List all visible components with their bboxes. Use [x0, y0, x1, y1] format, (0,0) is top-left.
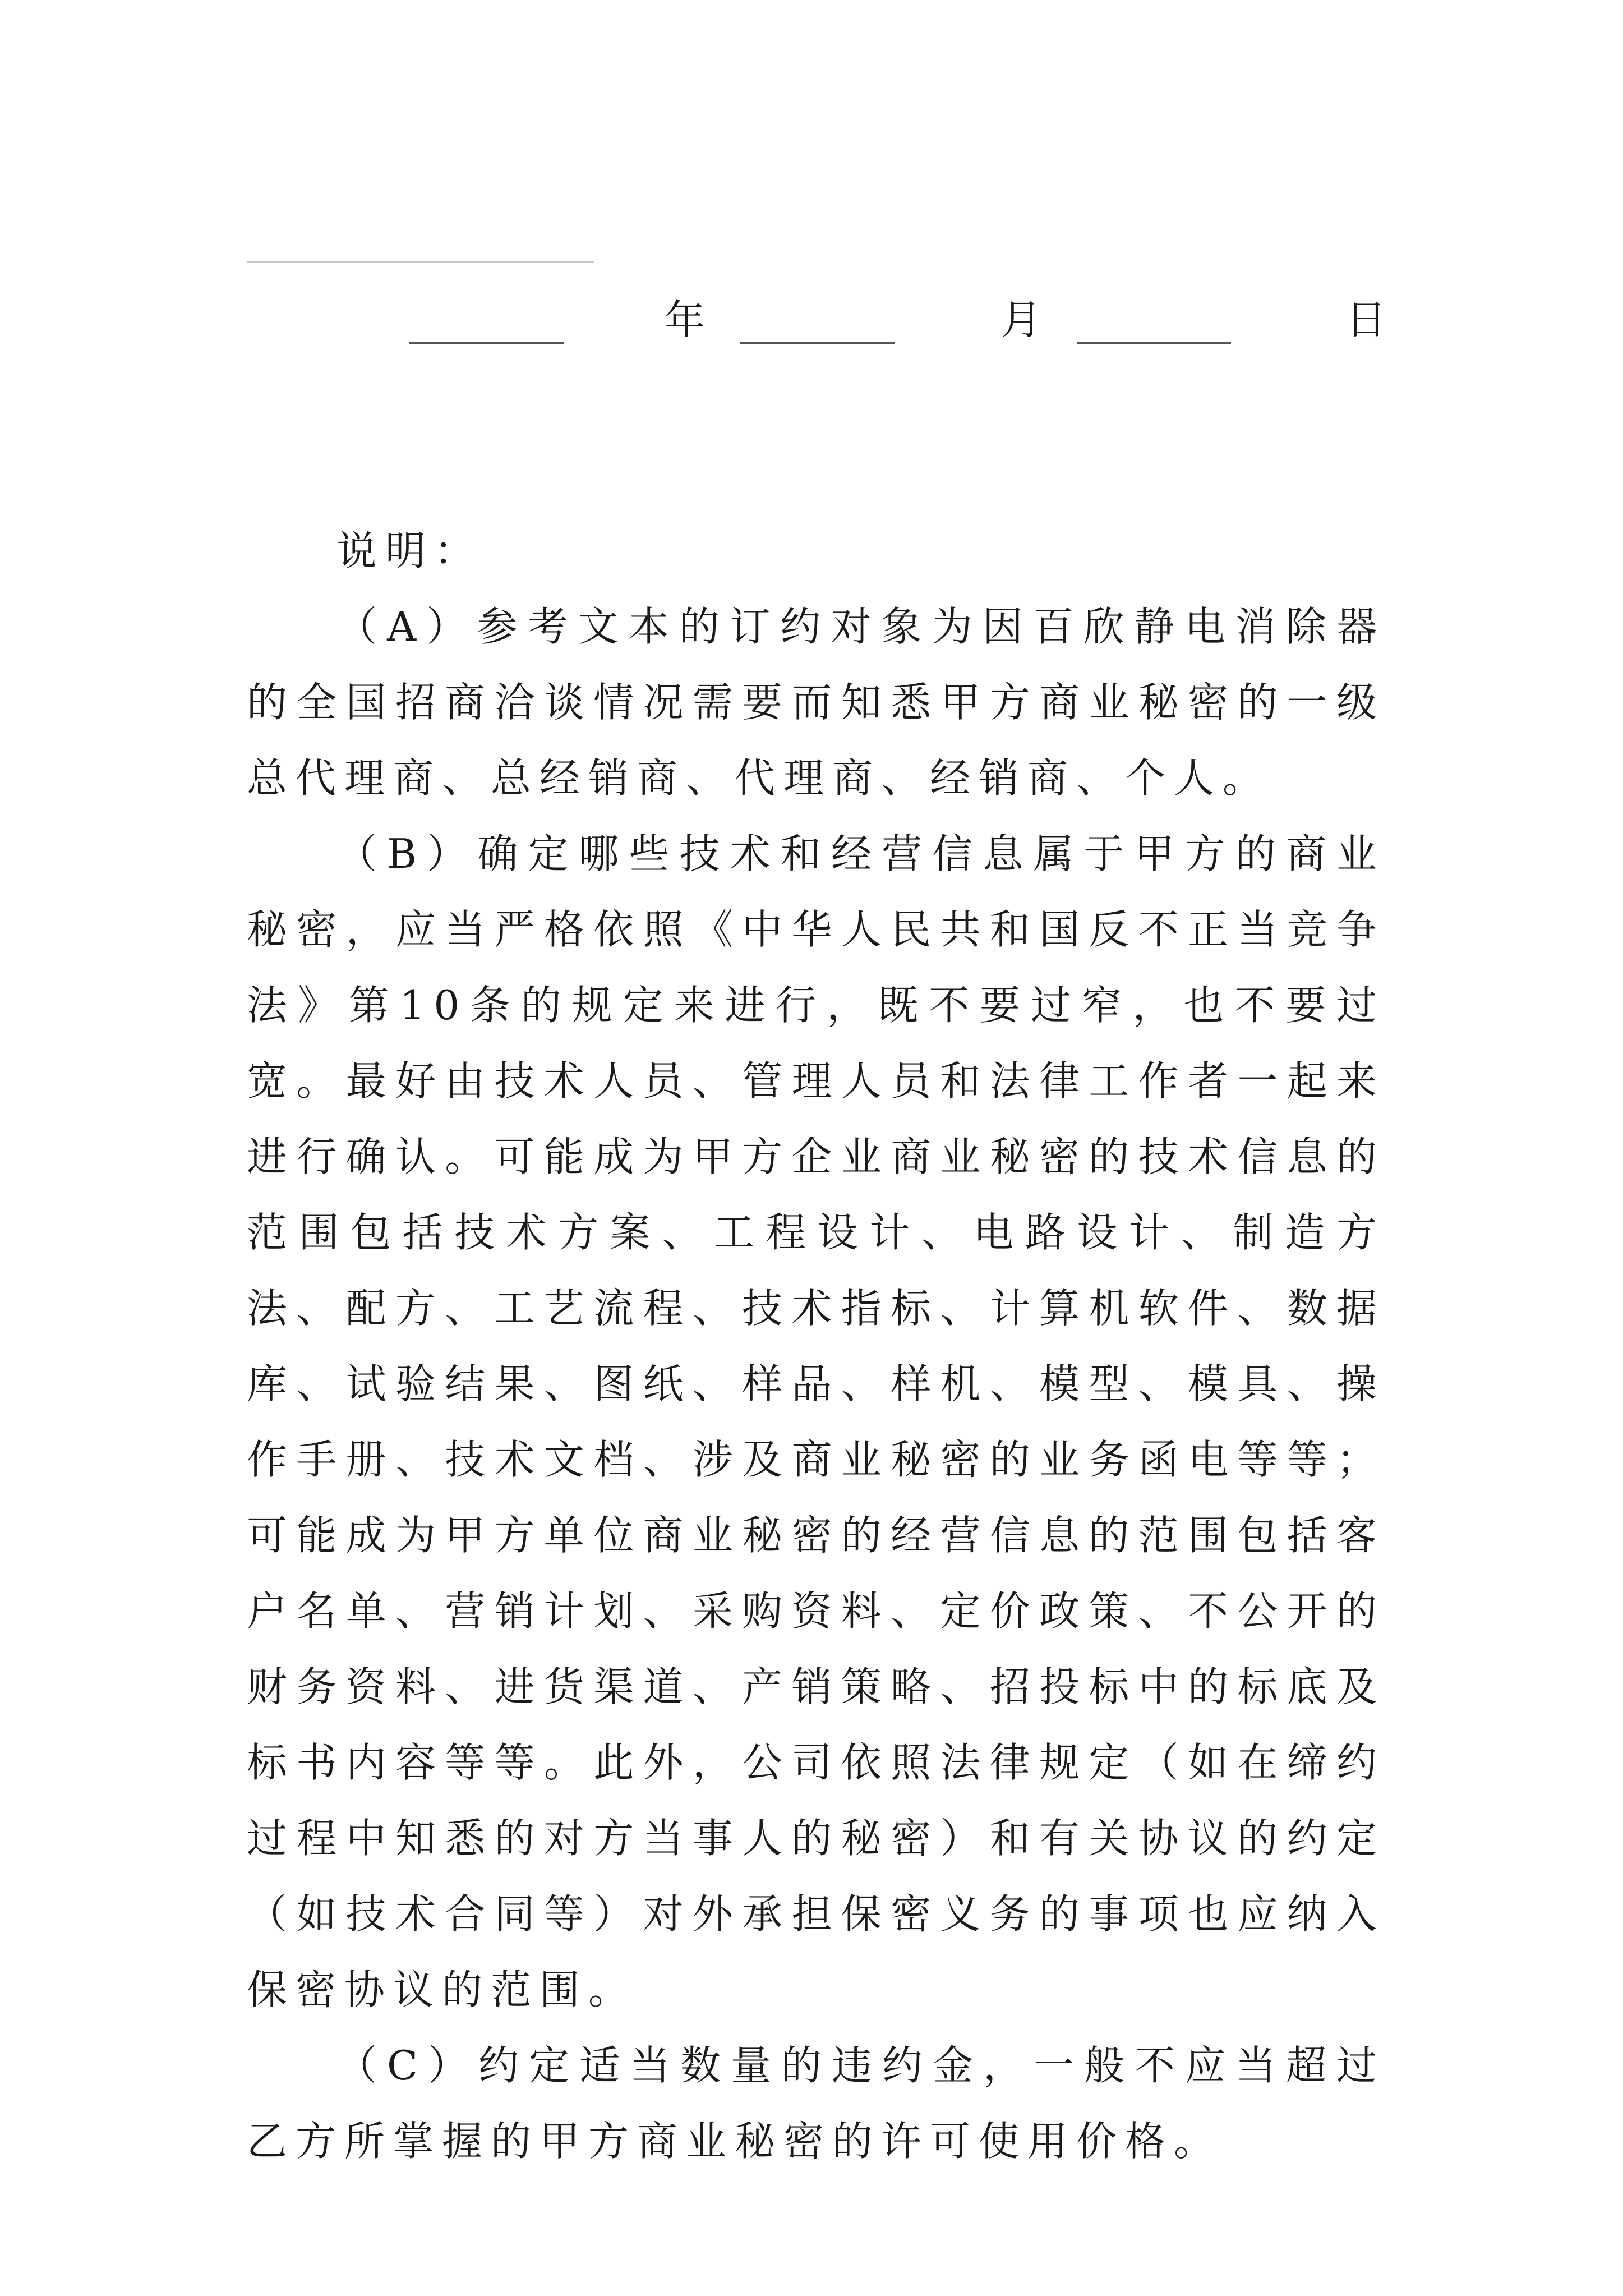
notes-section: [247, 513, 1385, 2179]
month-blank: [740, 342, 895, 344]
note-paragraph-c: （C）约定适当数量的违约金，一般不应当超过乙方所掌握的甲方商业秘密的许可使用价格。: [247, 2042, 1385, 2165]
note-paragraph-a: （A）参考文本的订约对象为因百欣静电消除器的全国招商洽谈情况需要而知悉甲方商业秘密的一级总代理商、总经销商、代理商、经销商、个人。: [247, 603, 1385, 802]
month-label: 月: [1001, 296, 1042, 343]
day-label: 日: [1346, 296, 1387, 343]
day-blank: [1077, 342, 1231, 344]
notes-heading: 说明：: [336, 527, 483, 574]
year-label: 年: [665, 296, 706, 343]
date-line: [247, 292, 1385, 353]
year-blank: [409, 342, 564, 344]
signature-rule: [247, 261, 594, 263]
note-paragraph-b: （B）确定哪些技术和经营信息属于甲方的商业秘密，应当严格依照《中华人民共和国反不正当竞争法》第10条的规定来进行，既不要过窄，也不要过宽。最好由技术人员、管理人员和法律工作者一起来进行确认。可能成为甲方企业商业秘密的技术信息的范围包括技术方案、工程设计、电路设计、制造方法、配方、工艺流程、技术指标、计算机软件、数据库、试验结果、图纸、样品、样机、模型、模具、操作手册、技术文档、涉及商业秘密的业务函电等等；可能成为甲方单位商业秘密的经营信息的范围包括客户名单、营销计划、采购资料、定价政策、不公开的财务资料、进货渠道、产销策略、招投标中的标底及标书内容等等。此外，公司依照法律规定（如在缔约过程中知悉的对方当事人的秘密）和有关协议的约定（如技术合同等）对外承担保密义务的事项也应纳入保密协议的范围。: [247, 830, 1385, 2013]
